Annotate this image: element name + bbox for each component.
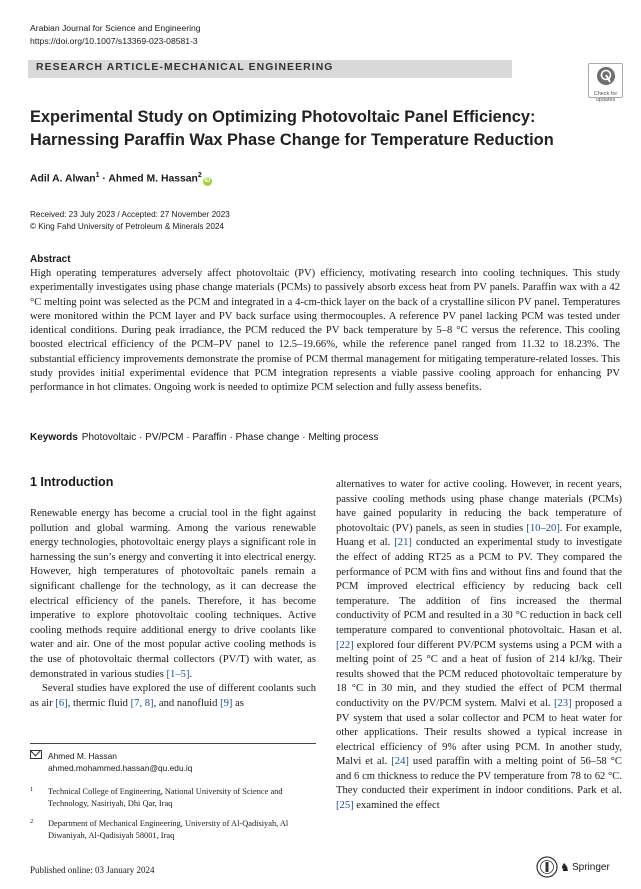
paragraph-text: Several studies have explored the use of different coolants such as air: [30, 683, 316, 709]
envelope-icon: [30, 750, 42, 759]
author-name[interactable]: Adil A. Alwan: [30, 173, 96, 185]
citation-link[interactable]: [21]: [394, 537, 412, 549]
received-accepted: Received: 23 July 2023 / Accepted: 27 November 2023: [30, 210, 230, 219]
keywords-list: Photovoltaic · PV/PCM · Paraffin · Phase change · Melting process: [81, 432, 379, 443]
check-updates-line1: Check for: [593, 91, 618, 97]
citation-link[interactable]: [22]: [336, 639, 354, 651]
paragraph: [30, 507, 316, 682]
paragraph-text: used paraffin with a melting point of 56–58 °C and 6 cm thickness to reduce the PV temperature from 78 to 62 °C. They conducted their experiment in indoor conditions. Park et al.: [336, 756, 622, 797]
contact-email[interactable]: ahmed.mohammed.hassan@qu.edu.iq: [48, 762, 193, 773]
paragraph-text: conducted an experimental study to investigate the effect of adding RT25 as a PCM to PV. They compared the performance of PCM with fins and without fins and found that the PCM improved electrical efficiency by reducing back cell temperature. The addition of fins increased the thermal conductivity of PCM and resulted in a 30 °C reduction in back cell temperature compared to conventional photovoltaic. Hasan et al.: [336, 537, 622, 636]
springer-horse-icon: ♞: [560, 862, 570, 874]
affiliation-1: [30, 786, 300, 809]
affiliation-number: 1: [30, 786, 34, 793]
published-online: Published online: 03 January 2024: [30, 865, 155, 875]
affiliation-text: Department of Mechanical Engineering, University of Al-Qadisiyah, Al Diwaniyah, Al-Qadisiyah 58001, Iraq: [48, 819, 289, 840]
affiliation-text: Technical College of Engineering, National University of Science and Technology, Nasiriyah, Dhi Qar, Iraq: [48, 787, 283, 808]
orcid-icon[interactable]: iD: [204, 178, 211, 185]
citation-link[interactable]: [24]: [391, 756, 409, 768]
journal-name: Arabian Journal for Science and Engineering: [30, 23, 201, 33]
doi-link[interactable]: https://doi.org/10.1007/s13369-023-08581-3: [30, 36, 198, 46]
publisher-logo: [536, 856, 626, 878]
paragraph-text: .: [189, 668, 193, 680]
paragraph-text: alternatives to water for active cooling. However, in recent years, passive cooling methods using phase change materials (PCMs) have gained popularity in reducing the back temperature of photovoltaic (PV) panels, as seen in studies: [336, 479, 622, 534]
author-name[interactable]: Ahmed M. Hassan: [108, 173, 198, 185]
citation-link[interactable]: [6]: [55, 697, 68, 709]
copyright: © King Fahd University of Petroleum & Minerals 2024: [30, 222, 224, 231]
affiliation-number: 2: [30, 818, 34, 825]
affiliation-2: [30, 818, 300, 841]
affiliation-marker: 1: [95, 172, 100, 179]
paragraph-text: as: [232, 697, 244, 709]
paragraph-text: , thermic fluid: [67, 697, 131, 709]
citation-link[interactable]: [1–5]: [166, 668, 190, 680]
citation-link[interactable]: [7, 8]: [130, 697, 154, 709]
paragraph-text: explored four different PV/PCM systems using a PCM with a melting point of 25 °C and a heat of fusion of 214 kJ/kg. Their results showed that the PCM reduced photovoltaic temperature by 18 °C in 30 min, and they studied the effect of PCM thermal conductivity on the PV/PCM system. Malvi et al.: [336, 639, 622, 709]
abstract-text: High operating temperatures adversely affect photovoltaic (PV) efficiency, motivating research into cooling techniques. This study experimentally investigates using phase change materials (PCMs) to passively absorb excess heat from PV panels. Paraffin wax with a 42 °C melting point was selected as the PCM and integrated in a 4-cm-thick layer on the back of a crystalline silicon PV panel. Temperatures were monitored within the PCM layer and PV back surface using thermocouples. A reference PV panel lacking PCM was tested under identical conditions. During peak irradiance, the PCM reduced the PV back temperature by 5–8 °C versus the reference. This cooling boosted electrical efficiency of the PCM–PV panel to 12.5–19.66%, while the reference panel ranged from 11.32 to 18.23%. The substantial efficiency improvements demonstrate the promise of PCM thermal management for mitigating temperature-related losses. This study provides initial experimental evidence that PCM integration represents a viable passive cooling approach for enhancing PV performance in hot climates. Ongoing work is needed to optimize PCM selection and fully assess benefits.: [30, 268, 620, 394]
citation-link[interactable]: [9]: [220, 697, 233, 709]
section-heading: 1 Introduction: [30, 475, 114, 489]
contact-name: Ahmed M. Hassan: [48, 751, 117, 761]
keywords-label: Keywords: [30, 432, 78, 443]
citation-link[interactable]: [25]: [336, 800, 354, 812]
article-title: Experimental Study on Optimizing Photovoltaic Panel Efficiency: Harnessing Paraffin Wax Phase Change for Temperature Reduction: [30, 108, 554, 149]
article-dates: [30, 209, 230, 233]
right-column: [336, 478, 622, 814]
footnote-divider: [30, 743, 316, 744]
paragraph: [336, 478, 622, 814]
citation-link[interactable]: [23]: [553, 697, 572, 709]
author-separator: ·: [102, 173, 106, 185]
affiliation-marker: 2: [197, 172, 202, 179]
corresponding-author: [30, 750, 316, 774]
check-updates-line2: updates: [595, 97, 616, 103]
paragraph-text: proposed a PV system that used a solar collector and PCM to heat water for other applications. Their results showed a typical increase in electrical efficiency of 9% after using PCM. In another study, Malvi et al.: [336, 697, 622, 768]
kfupm-seal-icon: [536, 856, 558, 878]
article-type-label: RESEARCH ARTICLE-MECHANICAL ENGINEERING: [36, 62, 334, 73]
paragraph-text: . For example, Huang et al.: [336, 522, 623, 549]
check-updates-icon: [596, 66, 616, 86]
check-for-updates-badge[interactable]: [588, 63, 623, 103]
paragraph: [30, 682, 316, 711]
publisher-name: Springer: [572, 862, 610, 873]
paragraph-text: , and nanofluid: [153, 697, 221, 709]
paragraph-text: examined the effect: [353, 800, 440, 812]
journal-header: [30, 22, 201, 48]
keywords: [30, 432, 378, 443]
article-type-banner: [28, 60, 512, 78]
author-list: [30, 172, 212, 186]
left-column: [30, 507, 316, 711]
abstract-heading: Abstract: [30, 254, 71, 265]
citation-link[interactable]: [10–20]: [526, 522, 560, 534]
paragraph-text: Renewable energy has become a crucial tool in the fight against pollution and global warming. Among the various renewable energy technologies, photovoltaic energy plays a significant role in harnessing the sun’s energy and converting it into electrical energy. However, high temperatures of photovoltaic panels remain a significant challenge for the technology, as it can decrease the electrical efficiency of the panels. Therefore, it has become imperative to explore photovoltaic cooling techniques. Active cooling methods require additional energy to drive coolants like water and air. One of the most popular active cooling methods is the use of photovoltaic thermal collectors (PV/T) with water, as demonstrated in various studies: [30, 508, 316, 680]
